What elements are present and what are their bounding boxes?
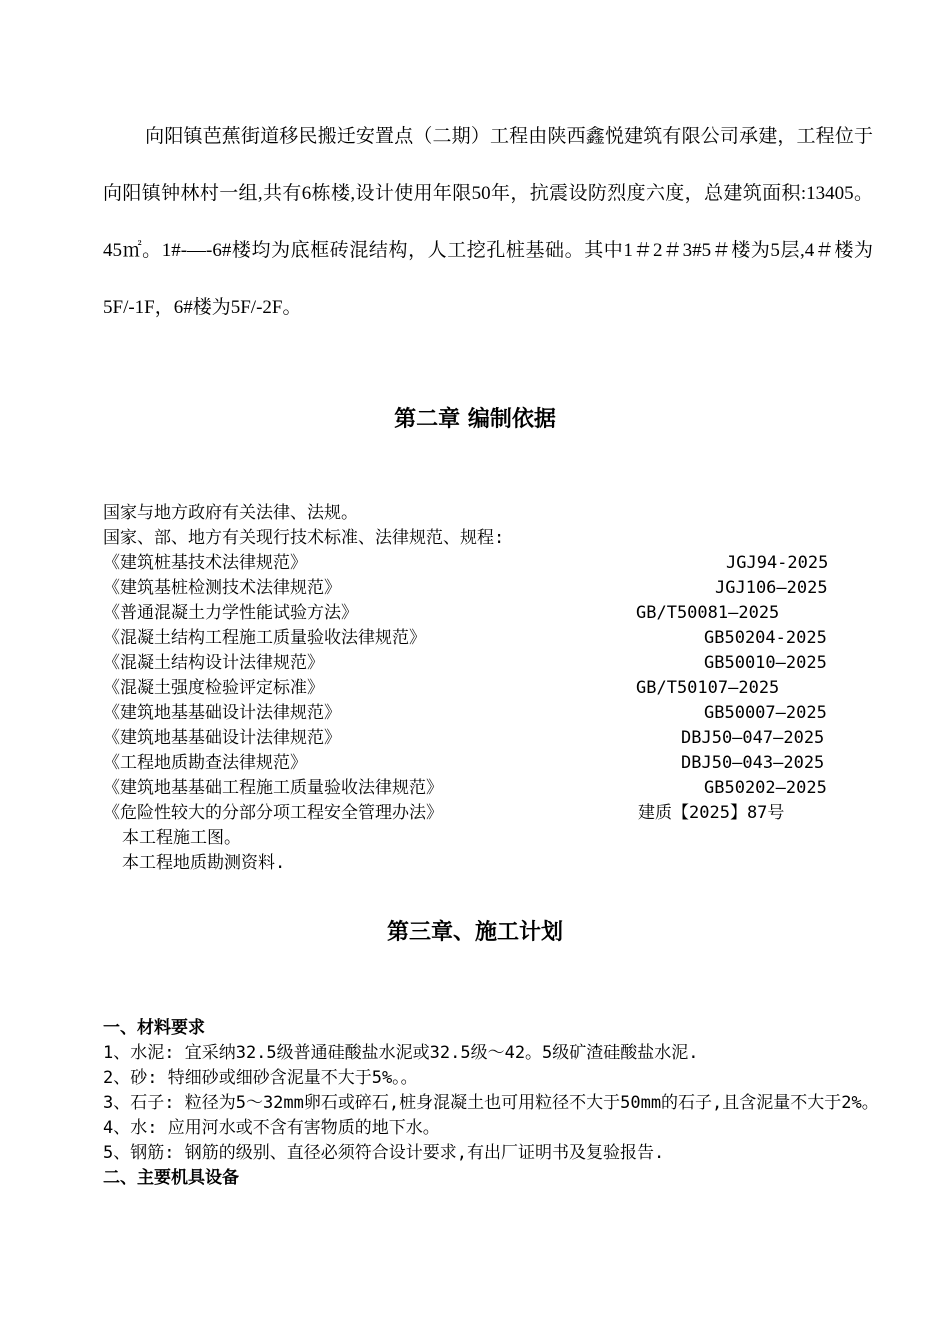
standard-item	[103, 801, 863, 826]
material-item-rebar: 5、钢筋: 钢筋的级别、直径必须符合设计要求,有出厂证明书及复验报告.	[103, 1143, 665, 1163]
materials-section	[103, 1016, 893, 1191]
standard-code: GB50010—2025	[704, 653, 827, 673]
standard-code: DBJ50—043—2025	[681, 753, 825, 773]
standard-code: 建质【2025】87号	[638, 803, 785, 823]
standard-name: 《建筑地基基础设计法律规范》	[103, 703, 341, 723]
standard-name: 《建筑基桩检测技术法律规范》	[103, 578, 341, 598]
standard-name: 《混凝土强度检验评定标准》	[103, 678, 324, 698]
standard-code: JGJ94-2025	[726, 553, 829, 573]
standard-code: GB50007—2025	[704, 703, 827, 723]
project-overview-text: 向阳镇芭蕉街道移民搬迁安置点（二期）工程由陕西鑫悦建筑有限公司承建，工程位于向阳镇钟林村一组,共有6栋楼,设计使用年限50年，抗震设防烈度六度，总建筑面积:13405。45㎡。1#-—-6#楼均为底框砖混结构，人工挖孔桩基础。其中1＃2＃3#5＃楼为5层,4＃楼为5F/-1F，6#楼为5F/-2F。	[103, 126, 873, 318]
standard-item	[103, 726, 863, 751]
project-overview-paragraph	[103, 108, 873, 336]
standard-name: 《混凝土结构设计法律规范》	[103, 653, 324, 673]
standard-name: 《混凝土结构工程施工质量验收法律规范》	[103, 628, 426, 648]
standard-code: GB/T50081—2025	[636, 603, 780, 623]
basis-line-laws: 国家与地方政府有关法律、法规。	[103, 503, 358, 523]
standard-code: GB50204-2025	[704, 628, 827, 648]
standard-item	[103, 576, 863, 601]
material-item-gravel: 3、石子: 粒径为5～32mm卵石或碎石,桩身混凝土也可用粒径不大于50mm的石子,且含泥量不大于2%。	[103, 1093, 879, 1113]
standard-item	[103, 651, 863, 676]
standard-code: GB/T50107—2025	[636, 678, 780, 698]
material-item-sand: 2、砂: 特细砂或细砂含泥量不大于5%。。	[103, 1068, 418, 1088]
standard-item	[103, 551, 863, 576]
material-item-cement: 1、水泥: 宜采纳32.5级普通硅酸盐水泥或32.5级～42。5级矿渣硅酸盐水泥.	[103, 1043, 699, 1063]
standard-item	[103, 751, 863, 776]
standard-name: 《普通混凝土力学性能试验方法》	[103, 603, 358, 623]
standard-name: 《建筑地基基础设计法律规范》	[103, 728, 341, 748]
standard-name: 《危险性较大的分部分项工程安全管理办法》	[103, 803, 443, 823]
standard-name: 《工程地质勘查法律规范》	[103, 753, 307, 773]
standard-item	[103, 626, 863, 651]
standard-code: DBJ50—047—2025	[681, 728, 825, 748]
standard-code: JGJ106—2025	[715, 578, 828, 598]
materials-heading: 一、材料要求	[103, 1018, 205, 1038]
standard-item	[103, 676, 863, 701]
standard-item	[103, 776, 863, 801]
material-item-water: 4、水: 应用河水或不含有害物质的地下水。	[103, 1118, 440, 1138]
chapter-3-title: 第三章、施工计划	[386, 920, 563, 945]
standard-code: GB50202—2025	[704, 778, 827, 798]
standard-item	[103, 701, 863, 726]
basis-geological-survey: 本工程地质勘测资料.	[122, 853, 286, 873]
standard-name: 《建筑地基基础工程施工质量验收法律规范》	[103, 778, 443, 798]
equipment-heading: 二、主要机具设备	[103, 1168, 239, 1188]
standard-item	[103, 601, 863, 626]
basis-construction-drawings: 本工程施工图。	[122, 828, 241, 848]
chapter-2-title: 第二章 编制依据	[394, 407, 556, 432]
standard-name: 《建筑桩基技术法律规范》	[103, 553, 307, 573]
basis-line-standards: 国家、部、地方有关现行技术标准、法律规范、规程:	[103, 528, 505, 548]
